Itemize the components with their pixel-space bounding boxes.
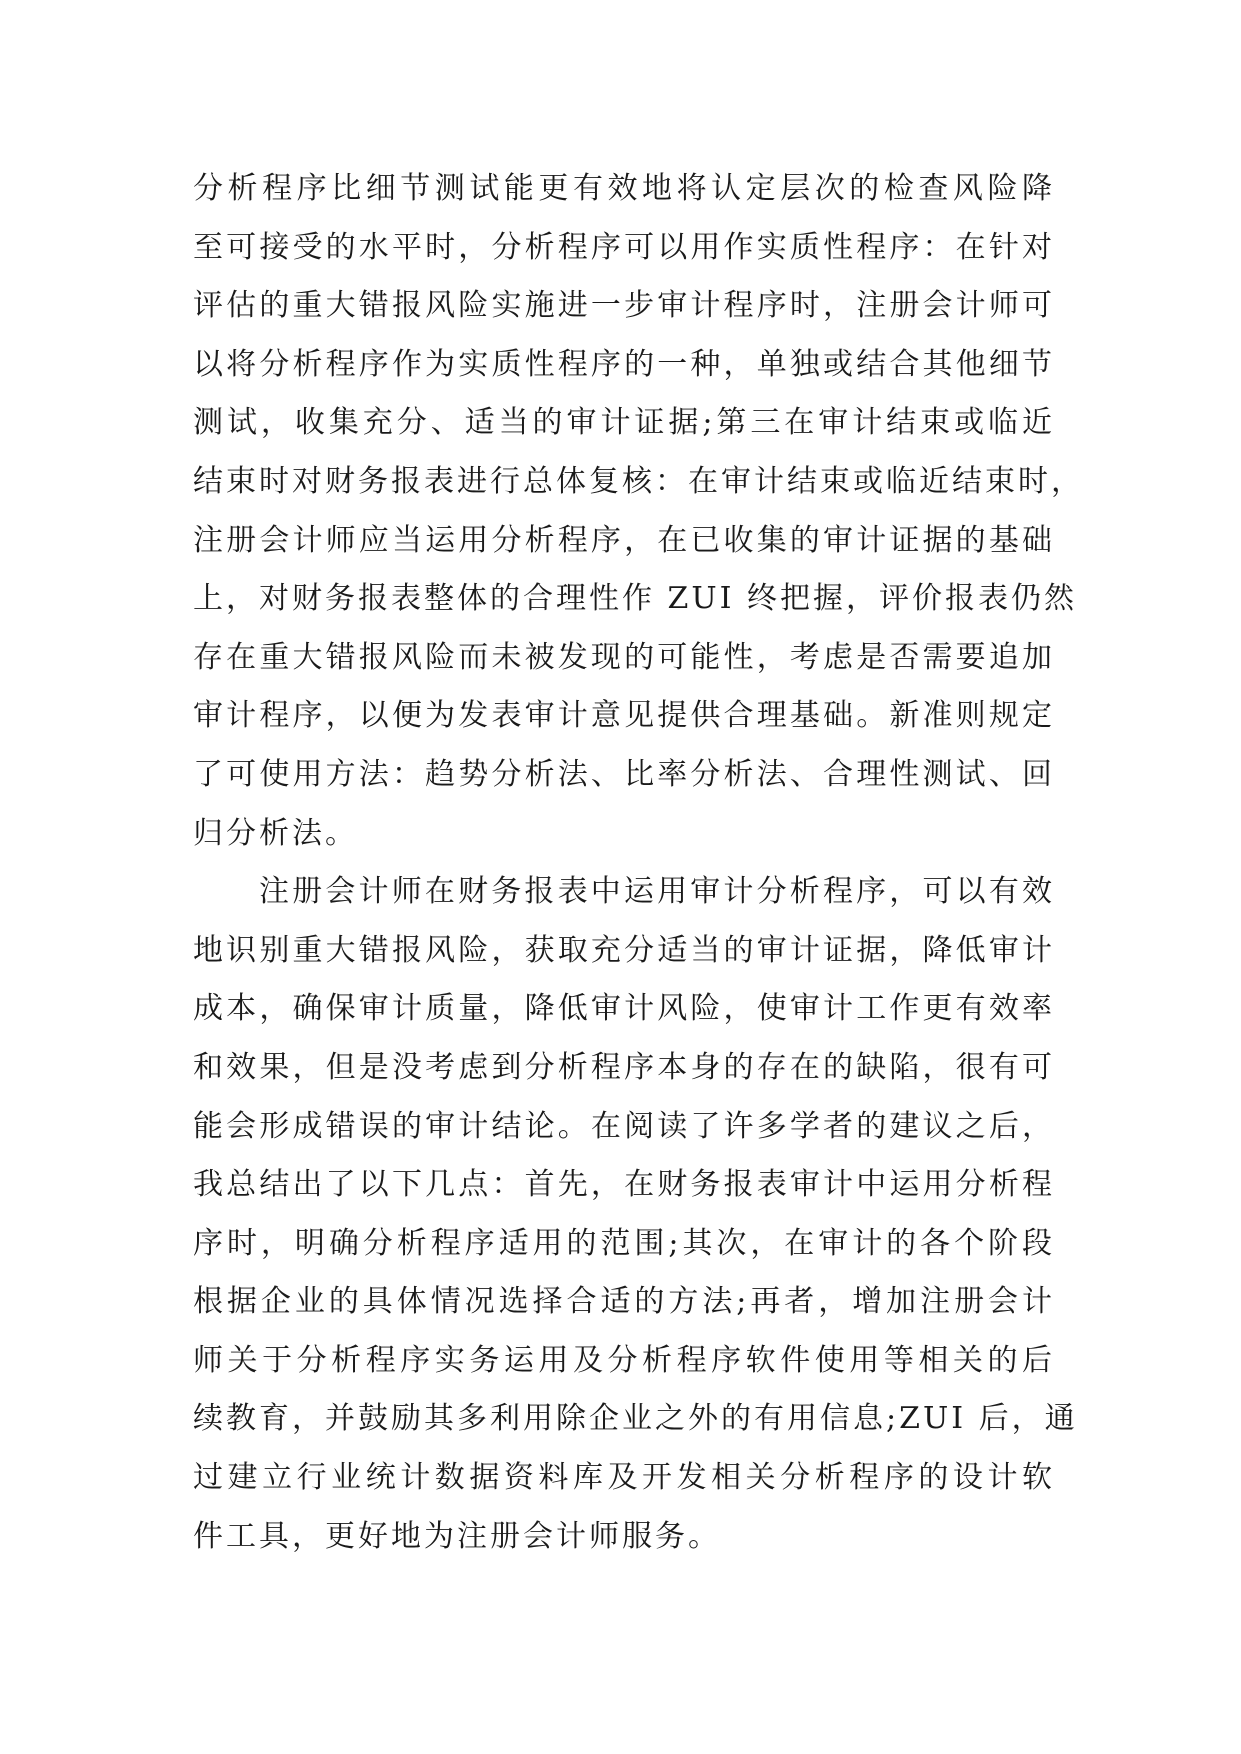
paragraph-2 [193,863,1078,1566]
text-line: 评估的重大错报风险实施进一步审计程序时，注册会计师可 [193,288,1055,324]
text-line: 序时，明确分析程序适用的范围;其次，在审计的各个阶段 [193,1225,1055,1261]
text-line: 根据企业的具体情况选择合适的方法;再者，增加注册会计 [193,1284,1055,1320]
text-line: 注册会计师在财务报表中运用审计分析程序，可以有效 [259,874,1055,910]
text-line: 了可使用方法：趋势分析法、比率分析法、合理性测试、回 [193,756,1055,792]
text-line: 我总结出了以下几点：首先，在财务报表审计中运用分析程 [193,1167,1055,1203]
text-line: 件工具，更好地为注册会计师服务。 [193,1518,721,1554]
text-line: 存在重大错报风险而未被发现的可能性，考虑是否需要追加 [193,639,1055,675]
text-line: 过建立行业统计数据资料库及开发相关分析程序的设计软 [193,1460,1055,1496]
text-line: 师关于分析程序实务运用及分析程序软件使用等相关的后 [193,1342,1055,1378]
text-line: 以将分析程序作为实质性程序的一种，单独或结合其他细节 [193,346,1055,382]
text-line: 测试，收集充分、适当的审计证据;第三在审计结束或临近 [193,405,1055,441]
text-line: 能会形成错误的审计结论。在阅读了许多学者的建议之后， [193,1108,1055,1144]
text-line: 结束时对财务报表进行总体复核：在审计结束或临近结束时， [193,463,1084,499]
paragraph-1 [193,160,1084,863]
text-line: 至可接受的水平时，分析程序可以用作实质性程序：在针对 [193,229,1055,265]
body-text [193,160,1084,1566]
text-line: 归分析法。 [193,815,358,851]
text-line: 审计程序，以便为发表审计意见提供合理基础。新准则规定 [193,698,1055,734]
text-line: 续教育，并鼓励其多利用除企业之外的有用信息;ZUI 后，通 [193,1401,1078,1437]
text-line: 分析程序比细节测试能更有效地将认定层次的检查风险降 [193,171,1055,206]
text-line: 上，对财务报表整体的合理性作 ZUI 终把握，评价报表仍然 [193,581,1078,617]
text-line: 地识别重大错报风险，获取充分适当的审计证据，降低审计 [193,932,1055,968]
text-line: 和效果，但是没考虑到分析程序本身的存在的缺陷，很有可 [193,1049,1055,1085]
text-line: 成本，确保审计质量，降低审计风险，使审计工作更有效率 [193,991,1055,1027]
text-line: 注册会计师应当运用分析程序，在已收集的审计证据的基础 [193,522,1055,558]
